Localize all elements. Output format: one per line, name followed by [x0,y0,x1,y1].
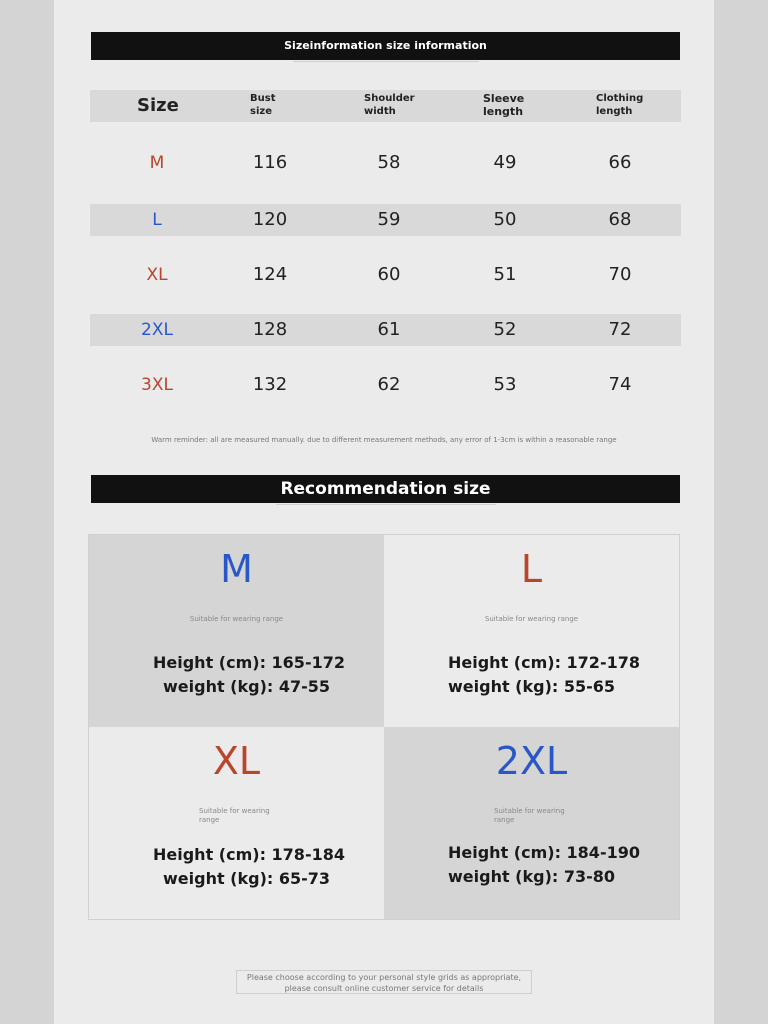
card-measurements [89,651,384,699]
row-sleeve: 51 [493,264,517,285]
size-info-banner [91,32,680,60]
row-length: 70 [608,264,632,285]
row-sleeve: 50 [493,209,517,230]
header-bust: Bust size [250,93,276,117]
size-table [90,90,681,401]
row-bust: 120 [252,209,288,230]
table-row [90,147,681,179]
banner-underline [276,504,496,505]
header-sleeve: Sleeve length [483,92,525,118]
card-size: 2XL [495,739,568,783]
card-height: Height (cm): 172-178 [448,653,640,672]
row-size: M [149,153,165,173]
row-shoulder: 58 [377,152,401,173]
header-shoulder: Shoulder width [364,93,415,117]
header-clothing-length: Clothing length [596,93,644,117]
recommendation-banner-title: Recommendation size [280,479,491,499]
row-shoulder: 62 [377,374,401,395]
card-size: XL [212,739,261,783]
size-chart-page [54,0,714,1024]
row-bust: 116 [252,152,288,173]
banner-underline [293,61,479,62]
card-range-label: Suitable for wearing range [189,615,284,623]
row-length: 66 [608,152,632,173]
card-measurements [384,841,679,889]
card-range-label: Suitable for wearing range [494,807,565,824]
size-info-banner-title: Sizeinformation size information [284,39,487,52]
row-sleeve: 52 [493,319,517,340]
card-range-label: Suitable for wearing range [484,615,579,623]
row-size: XL [146,265,168,285]
recommendation-card-xl [89,727,384,919]
card-range-label: Suitable for wearing range [199,807,270,824]
row-length: 74 [608,374,632,395]
recommendation-card-m [89,535,384,727]
row-shoulder: 61 [377,319,401,340]
recommendation-card-l [384,535,679,727]
row-bust: 128 [252,319,288,340]
card-measurements [89,843,384,891]
card-height: Height (cm): 165-172 [153,653,345,672]
row-size: 2XL [141,320,173,340]
card-weight: weight (kg): 47-55 [163,677,331,696]
row-size: L [152,210,162,230]
recommendation-banner [91,475,680,503]
recommendation-grid [88,534,680,920]
row-shoulder: 60 [377,264,401,285]
card-size: M [220,547,253,591]
measurement-reminder: Warm reminder: all are measured manually. due to different measurement methods, any error of 1-3cm is within a reasonable range [151,436,617,444]
header-size: Size [137,95,179,116]
row-bust: 124 [252,264,288,285]
card-size: L [520,547,543,591]
customer-service-note: Please choose according to your personal style grids as appropriate, please consult online customer service for details [236,970,532,994]
row-length: 72 [608,319,632,340]
card-height: Height (cm): 184-190 [448,843,640,862]
recommendation-card-2xl [384,727,679,919]
row-shoulder: 59 [377,209,401,230]
row-length: 68 [608,209,632,230]
table-row [90,259,681,291]
table-row [90,369,681,401]
row-size: 3XL [141,375,173,395]
row-sleeve: 53 [493,374,517,395]
card-height: Height (cm): 178-184 [153,845,345,864]
card-weight: weight (kg): 65-73 [163,869,331,888]
card-weight: weight (kg): 73-80 [448,867,616,886]
card-measurements [384,651,679,699]
table-row [90,314,681,346]
row-bust: 132 [252,374,288,395]
table-row [90,204,681,236]
row-sleeve: 49 [493,152,517,173]
size-table-header [90,90,681,122]
card-weight: weight (kg): 55-65 [448,677,616,696]
